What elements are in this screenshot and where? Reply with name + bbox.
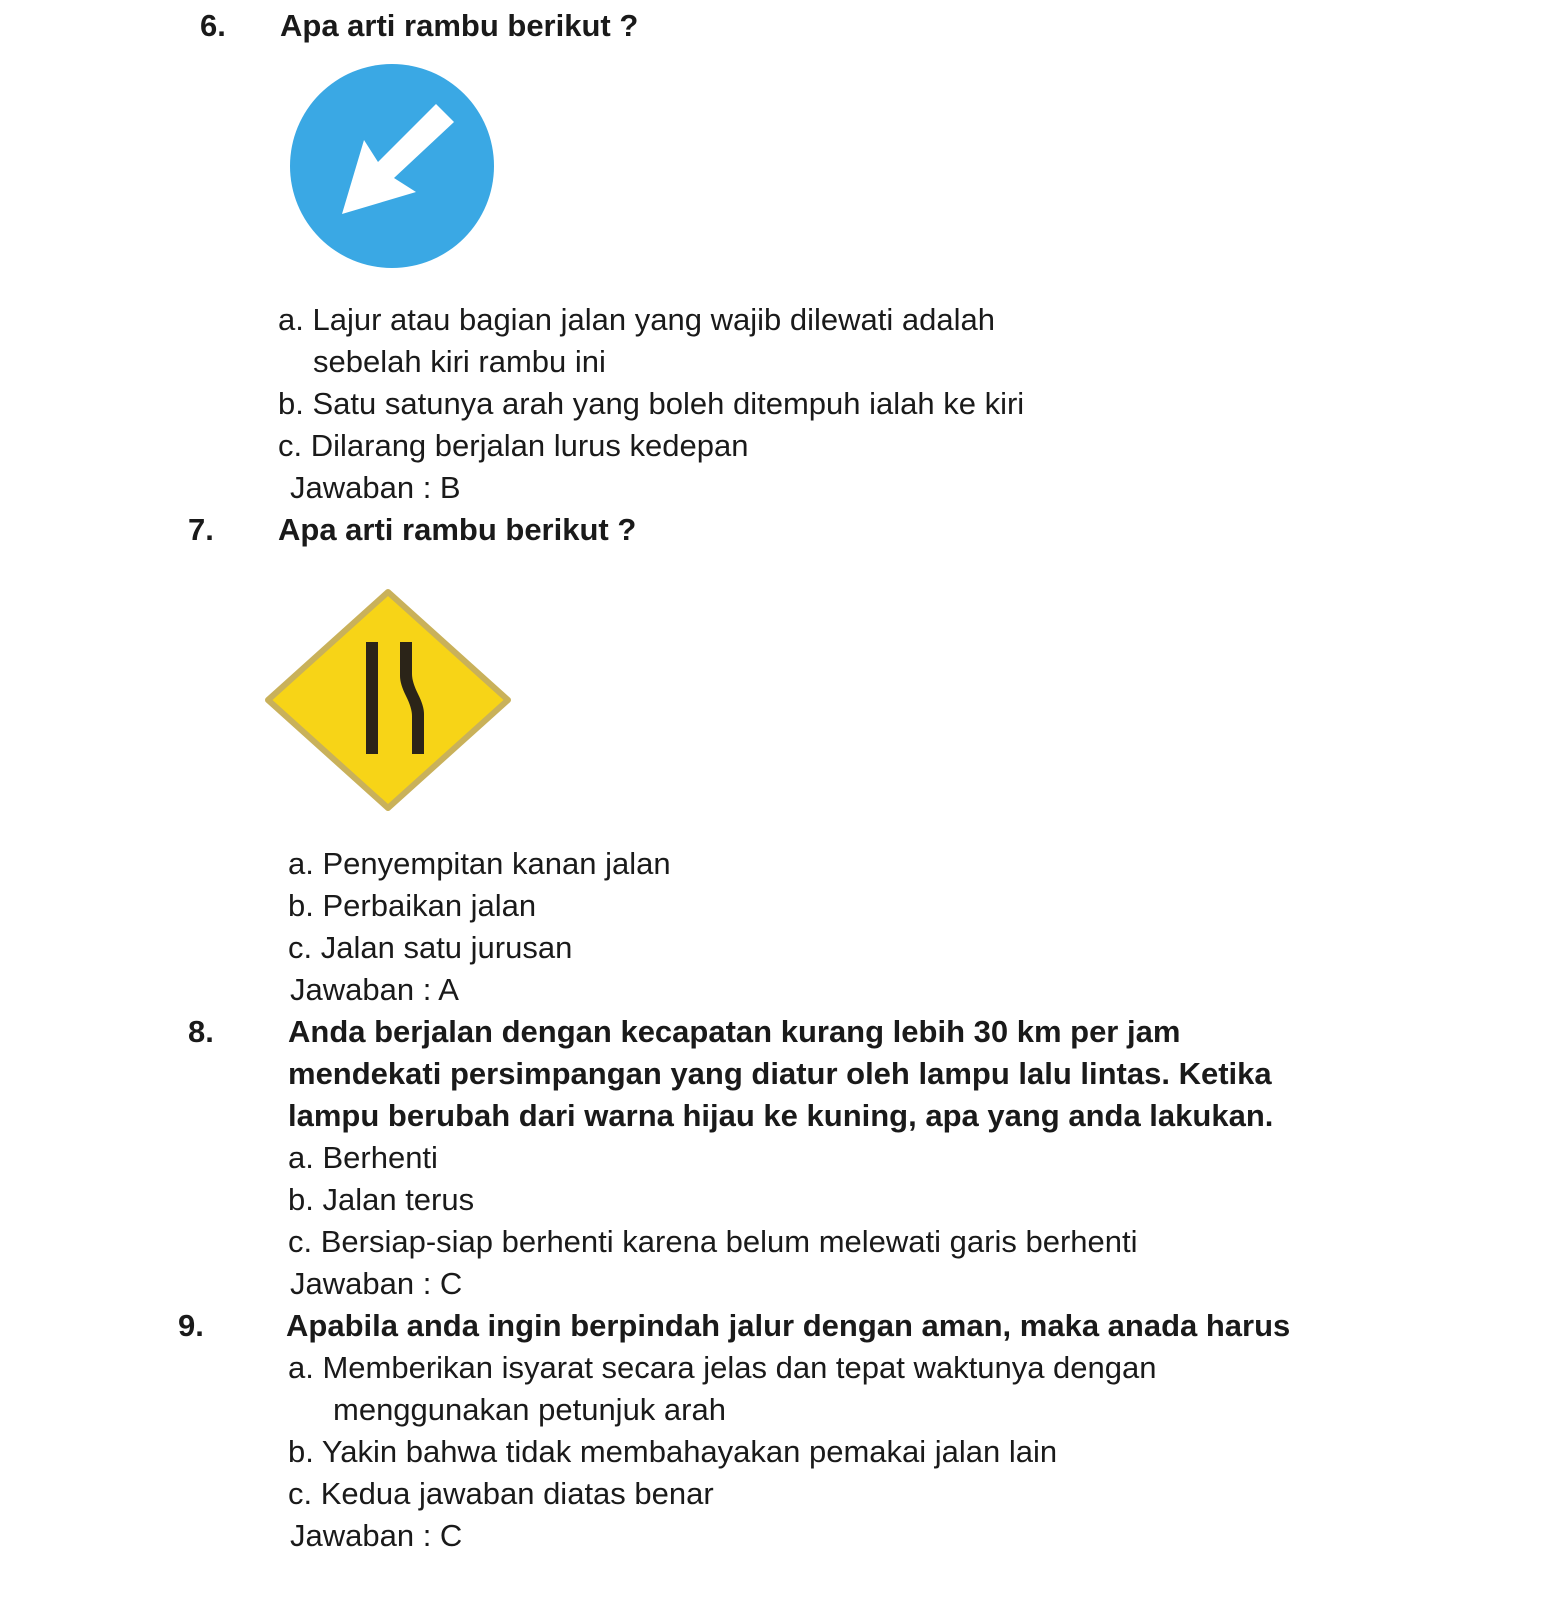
question-7-answer: Jawaban : A	[290, 972, 459, 1007]
question-9-option-c: c. Kedua jawaban diatas benar	[288, 1476, 714, 1511]
question-6-option-b: b. Satu satunya arah yang boleh ditempuh ialah ke kiri	[278, 386, 1025, 421]
question-7-text: Apa arti rambu berikut ?	[278, 512, 637, 547]
yellow-diamond-road-narrows-sign-icon	[262, 588, 514, 812]
question-8-text-line-3: lampu berubah dari warna hijau ke kuning, apa yang anda lakukan.	[288, 1098, 1274, 1133]
question-9-option-b: b. Yakin bahwa tidak membahayakan pemakai jalan lain	[288, 1434, 1058, 1469]
question-9-number: 9.	[178, 1308, 204, 1343]
question-6-option-a-continued: sebelah kiri rambu ini	[313, 344, 606, 379]
question-8-answer: Jawaban : C	[290, 1266, 463, 1301]
blue-circle-arrow-sign-icon	[286, 60, 498, 272]
question-7-option-a: a. Penyempitan kanan jalan	[288, 846, 671, 881]
question-6-number: 6.	[200, 8, 226, 43]
question-9-answer: Jawaban : C	[290, 1518, 463, 1553]
question-8-text-line-1: Anda berjalan dengan kecapatan kurang lebih 30 km per jam	[288, 1014, 1181, 1049]
question-9-option-a-continued: menggunakan petunjuk arah	[333, 1392, 726, 1427]
question-8-option-c: c. Bersiap-siap berhenti karena belum melewati garis berhenti	[288, 1224, 1138, 1259]
question-9-text: Apabila anda ingin berpindah jalur dengan aman, maka anada harus	[286, 1308, 1291, 1343]
sign-left-lane-line	[366, 642, 378, 754]
question-6-text: Apa arti rambu berikut ?	[280, 8, 639, 43]
question-8-option-a: a. Berhenti	[288, 1140, 438, 1175]
question-7-number: 7.	[188, 512, 214, 547]
question-8-text-line-2: mendekati persimpangan yang diatur oleh lampu lalu lintas. Ketika	[288, 1056, 1272, 1091]
question-8-number: 8.	[188, 1014, 214, 1049]
question-8-option-b: b. Jalan terus	[288, 1182, 475, 1217]
question-7-option-b: b. Perbaikan jalan	[288, 888, 537, 923]
question-9-option-a: a. Memberikan isyarat secara jelas dan tepat waktunya dengan	[288, 1350, 1157, 1385]
question-6-answer: Jawaban : B	[290, 470, 461, 505]
question-6-option-c: c. Dilarang berjalan lurus kedepan	[278, 428, 749, 463]
sign-diamond-background	[268, 592, 508, 808]
question-7-option-c: c. Jalan satu jurusan	[288, 930, 573, 965]
question-6-option-a: a. Lajur atau bagian jalan yang wajib dilewati adalah	[278, 302, 995, 337]
